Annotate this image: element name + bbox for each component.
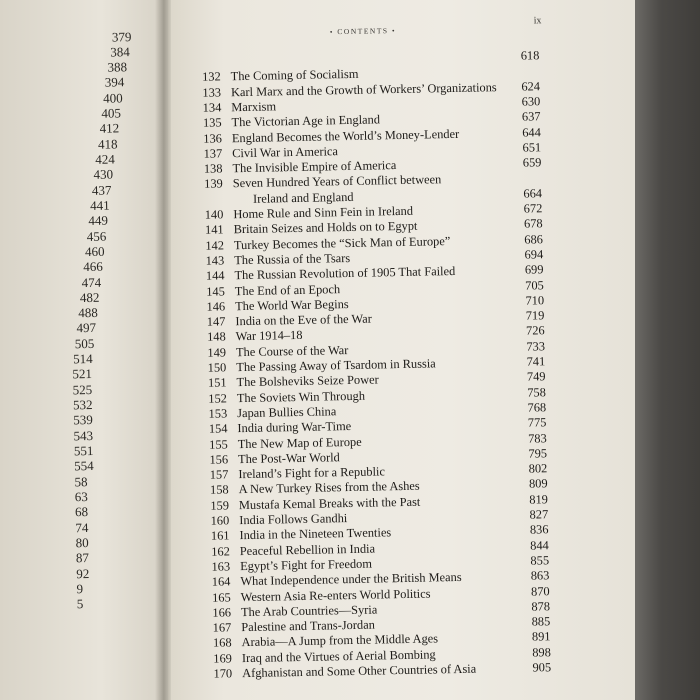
left-margin-number: 87 (75, 550, 90, 566)
chapter-page: 719 (525, 308, 545, 323)
chapter-title: Marxism (231, 99, 277, 115)
chapter-page: 758 (527, 384, 546, 400)
left-margin-number: 554 (74, 457, 94, 474)
chapter-number: 138 (203, 161, 223, 176)
chapter-page: 836 (529, 522, 549, 537)
left-margin-number: 5 (76, 596, 84, 612)
chapter-title: The Bolsheviks Seize Power (236, 372, 379, 390)
chapter-number: 164 (211, 574, 231, 589)
chapter-title: What Independence under the British Means (240, 570, 462, 589)
chapter-number: 145 (206, 283, 225, 299)
chapter-title: The Coming of Socialism (230, 67, 359, 84)
chapter-page: 733 (526, 338, 546, 354)
left-margin-number: 424 (95, 151, 115, 167)
chapter-page: 749 (526, 369, 546, 384)
chapter-number: 166 (212, 605, 232, 620)
chapter-title: Civil War in America (232, 143, 339, 161)
chapter-title: India in the Nineteen Twenties (239, 525, 392, 543)
chapter-number: 135 (202, 115, 222, 130)
chapter-title: Seven Hundred Years of Conflict between (232, 172, 442, 191)
chapter-number: 136 (203, 130, 223, 146)
left-margin-number: 418 (97, 136, 118, 152)
chapter-page: 741 (526, 354, 546, 369)
chapter-number: 154 (208, 421, 228, 436)
chapter-page: 651 (522, 140, 542, 155)
chapter-number: 160 (210, 513, 230, 528)
chapter-title: India on the Eve of the War (235, 311, 372, 329)
chapter-page: 855 (530, 553, 550, 568)
chapter-title: Britain Seizes and Holds on to Egypt (233, 218, 418, 237)
chapter-page: 870 (530, 583, 550, 599)
left-margin-number: 482 (79, 289, 100, 306)
left-margin-number: 441 (90, 197, 110, 213)
chapter-title: Arabia—A Jump from the Middle Ages (241, 631, 439, 650)
left-margin-number: 539 (73, 411, 93, 428)
chapter-page: 905 (532, 660, 552, 675)
left-margin-number: 412 (99, 120, 120, 136)
chapter-page: 809 (528, 476, 548, 491)
chapter-number (190, 54, 220, 55)
left-margin-number: 497 (76, 319, 97, 336)
chapter-title: Mustafa Kemal Breaks with the Past (238, 494, 421, 512)
chapter-title: Palestine and Trans-Jordan (241, 617, 375, 635)
chapter-title: The Arab Countries—Syria (240, 602, 378, 619)
chapter-number: 146 (206, 299, 226, 314)
chapter-title: The End of an Epoch (234, 281, 341, 298)
chapter-title: War 1914–18 (235, 328, 303, 344)
chapter-page: 898 (532, 644, 551, 660)
chapter-number: 165 (211, 589, 231, 605)
chapter-page (502, 171, 542, 172)
left-margin-number: 543 (73, 427, 94, 444)
chapter-page: 726 (525, 323, 545, 339)
chapter-number: 162 (211, 543, 230, 559)
chapter-page (500, 64, 540, 65)
chapter-number: 137 (203, 146, 223, 161)
chapter-number: 150 (207, 360, 227, 375)
chapter-title: Turkey Becomes the “Sick Man of Europe” (233, 233, 451, 252)
left-margin-number: 394 (104, 74, 125, 90)
chapter-number: 151 (207, 375, 227, 391)
chapter-number: 156 (209, 452, 229, 467)
chapter-page: 618 (520, 48, 540, 63)
chapter-title: Peaceful Rebellion in India (239, 541, 376, 558)
chapter-title: The Passing Away of Tsardom in Russia (236, 356, 436, 375)
chapter-page: 878 (531, 599, 551, 614)
chapter-number: 134 (202, 100, 222, 115)
chapter-number (193, 192, 223, 193)
left-margin-number: 74 (75, 520, 89, 536)
chapter-title: The Post-War World (237, 450, 340, 466)
running-header: • CONTENTS • (329, 26, 397, 37)
left-margin-number: 63 (74, 489, 88, 505)
chapter-page: 768 (527, 400, 547, 415)
chapter-page: 775 (527, 415, 547, 430)
chapter-number: 142 (205, 237, 225, 253)
left-margin-number: 449 (88, 212, 109, 228)
chapter-number: 140 (204, 207, 224, 222)
chapter-title: A New Turkey Rises from the Ashes (238, 479, 420, 497)
left-margin-number: 388 (107, 59, 128, 75)
chapter-number: 132 (202, 69, 221, 85)
chapter-page: 705 (525, 277, 544, 293)
chapter-page: 678 (523, 216, 543, 231)
chapter-page: 819 (529, 491, 549, 507)
chapter-page: 802 (528, 461, 548, 476)
chapter-page: 710 (525, 293, 545, 308)
chapter-number: 157 (209, 467, 229, 482)
chapter-title: The New Map of Europe (237, 434, 362, 451)
left-margin-number: 532 (72, 396, 93, 413)
chapter-title: The World War Begins (234, 296, 349, 313)
chapter-number: 159 (210, 498, 230, 513)
chapter-title: The Russian Revolution of 1905 That Failed (234, 264, 456, 283)
chapter-number: 161 (210, 528, 230, 543)
page-number: ix (533, 15, 542, 27)
left-margin-number: 384 (110, 44, 130, 60)
chapter-number: 152 (208, 390, 228, 406)
chapter-number: 153 (208, 406, 228, 421)
left-margin-number: 400 (102, 90, 123, 106)
chapter-title: India during War-Time (237, 419, 352, 436)
left-margin-number: 460 (84, 243, 105, 260)
chapter-title: Iraq and the Virtues of Aerial Bombing (241, 647, 436, 665)
chapter-title: Ireland’s Fight for a Republic (238, 464, 386, 482)
chapter-title: India Follows Gandhi (239, 511, 348, 528)
chapter-number: 141 (204, 222, 224, 238)
chapter-number: 148 (206, 329, 226, 345)
chapter-title: The Invisible Empire of America (232, 158, 397, 176)
chapter-number: 155 (209, 436, 228, 452)
left-margin-number: 525 (72, 381, 93, 398)
chapter-page: 827 (529, 507, 549, 522)
left-margin-number: 379 (111, 29, 132, 45)
chapter-title: Karl Marx and the Growth of Workers’ Organizations (230, 79, 497, 99)
chapter-title: Egypt’s Fight for Freedom (239, 556, 373, 574)
left-margin-number: 437 (91, 182, 112, 198)
chapter-page: 630 (521, 94, 541, 109)
left-margin-number: 58 (74, 474, 88, 490)
chapter-page: 644 (522, 124, 541, 140)
left-margin-number: 551 (73, 442, 94, 459)
left-margin-number: 456 (86, 228, 107, 245)
chapter-page: 863 (530, 568, 550, 583)
chapter-title: The Russia of the Tsars (234, 250, 351, 268)
left-margin-number: 474 (81, 274, 102, 291)
chapter-page: 783 (527, 430, 547, 446)
left-margin-number: 68 (74, 504, 89, 520)
left-margin-number: 505 (74, 335, 95, 352)
left-margin-number: 80 (75, 535, 89, 551)
left-margin-number: 405 (101, 105, 122, 121)
chapter-number: 158 (209, 482, 229, 498)
chapter-page: 659 (522, 155, 542, 170)
chapter-title: The Course of the War (235, 342, 349, 359)
chapter-number: 133 (202, 85, 222, 100)
left-margin-number: 466 (83, 258, 103, 275)
chapter-page: 686 (524, 231, 544, 247)
left-margin-number: 9 (76, 581, 84, 597)
chapter-page: 672 (523, 201, 543, 216)
chapter-number: 169 (213, 651, 233, 666)
chapter-number: 143 (205, 253, 225, 268)
chapter-number: 163 (211, 559, 231, 574)
chapter-title: Ireland and England (252, 189, 354, 206)
left-margin-number: 521 (72, 365, 93, 382)
chapter-number: 139 (204, 176, 223, 192)
left-margin-number: 92 (76, 566, 90, 582)
chapter-title: Home Rule and Sinn Fein in Ireland (233, 203, 414, 222)
chapter-number: 170 (213, 666, 233, 681)
chapter-title: Western Asia Re-enters World Politics (240, 586, 431, 604)
chapter-page: 664 (523, 185, 543, 201)
chapter-page: 624 (521, 78, 541, 94)
left-margin-number: 514 (72, 350, 93, 367)
chapter-page: 844 (530, 537, 549, 553)
chapter-number: 147 (206, 314, 226, 329)
chapter-title: Afghanistan and Some Other Countries of Asia (242, 661, 477, 681)
chapter-page: 699 (524, 262, 544, 277)
chapter-page: 795 (528, 446, 548, 461)
chapter-number: 168 (212, 635, 232, 651)
chapter-page: 891 (531, 629, 551, 644)
chapter-page: 694 (524, 247, 544, 262)
chapter-title: England Becomes the World’s Money-Lender (231, 126, 460, 145)
left-margin-number: 488 (78, 304, 98, 321)
chapter-number: 144 (205, 268, 225, 283)
chapter-title: The Victorian Age in England (231, 112, 381, 130)
chapter-page: 885 (531, 614, 551, 629)
chapter-number: 167 (212, 620, 232, 635)
left-margin-number: 430 (93, 166, 114, 182)
chapter-title: The Soviets Win Through (236, 388, 366, 405)
chapter-page: 637 (521, 109, 541, 124)
chapter-title: Japan Bullies China (237, 404, 337, 421)
chapter-number: 149 (207, 345, 227, 360)
